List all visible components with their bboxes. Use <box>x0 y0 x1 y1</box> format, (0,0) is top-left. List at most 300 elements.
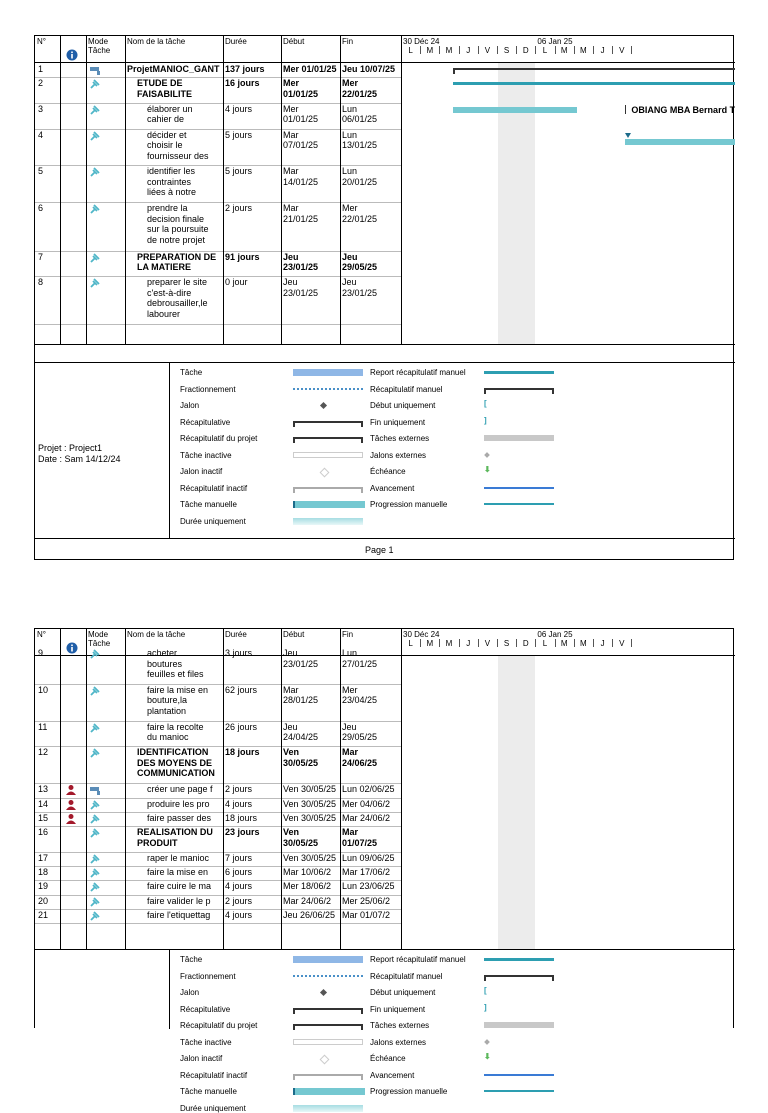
manual-task-icon <box>89 64 101 76</box>
legend-sample-summary-cap <box>293 1074 295 1080</box>
task-end: Mar 24/06/25 <box>342 747 378 768</box>
auto-task-icon <box>89 910 101 922</box>
resource-icon <box>65 813 77 825</box>
legend-label: Fractionnement <box>180 971 236 981</box>
legend-sample-summary-cap <box>361 1008 363 1014</box>
task-name: faire valider le p <box>147 895 211 906</box>
task-duration: 5 jours <box>225 166 253 177</box>
column-divider <box>223 629 224 949</box>
task-name: faire la mise en bouture,la plantation <box>147 684 209 716</box>
legend-sample-duration <box>293 1105 363 1112</box>
column-divider <box>281 36 282 344</box>
task-end: Mar 01/07/2 <box>342 910 391 920</box>
column-header-start: Début <box>283 37 305 46</box>
gantt-page-1 <box>34 35 734 560</box>
legend-label: Récapitulatif du projet <box>180 434 258 443</box>
timescale-day: V <box>619 639 625 648</box>
task-duration: 2 jours <box>225 784 253 795</box>
row-number: 14 <box>38 798 49 809</box>
legend-label: Report récapitulatif manuel <box>370 368 466 377</box>
task-end: Lun 13/01/25 <box>342 129 378 150</box>
task-name: ETUDE DE FAISABILITE <box>137 78 193 99</box>
task-end: Mer 04/06/2 <box>342 798 391 809</box>
column-divider <box>125 36 126 344</box>
task-name: faire la recolte du manioc <box>147 721 204 743</box>
task-start: Mar 24/06/2 <box>283 895 332 906</box>
task-duration: 18 jours <box>225 812 258 823</box>
legend-label: Progression manuelle <box>370 500 448 509</box>
timescale-week-2: 06 Jan 25 <box>537 37 573 46</box>
task-start: Mer 01/01/25 <box>283 103 319 125</box>
task-end: Mer 22/01/25 <box>342 78 378 99</box>
column-header-end: Fin <box>342 630 354 639</box>
row-number: 5 <box>38 166 44 177</box>
auto-task-icon <box>89 853 101 865</box>
legend-label: Durée uniquement <box>180 1103 246 1113</box>
day-separator <box>631 639 632 647</box>
task-name: produire les pro <box>147 798 210 809</box>
legend-sample-finish-only: ] <box>484 1002 487 1012</box>
legend-label: Progression manuelle <box>370 1087 448 1096</box>
row-number: 16 <box>38 827 49 838</box>
task-name: créer une page f <box>147 784 213 795</box>
gantt-page-2 <box>34 628 734 1113</box>
legend-label: Récapitulative <box>180 417 231 427</box>
legend-sample-manual-summary <box>484 975 554 977</box>
task-end: Mar 01/07/25 <box>342 827 378 848</box>
auto-task-icon <box>89 867 101 879</box>
column-divider <box>401 629 402 949</box>
legend-sample-summary-cap <box>293 1008 295 1014</box>
legend-sample-summary-cap <box>293 487 295 493</box>
project-name: Projet : Project1 <box>38 443 103 453</box>
legend-sample-manual-progress <box>484 1090 554 1092</box>
legend-divider <box>169 362 170 538</box>
timescale-day: V <box>484 46 491 55</box>
timescale-day: J <box>600 46 605 55</box>
auto-task-icon <box>89 252 101 264</box>
task-duration: 137 jours <box>225 64 265 74</box>
timescale-day: L <box>542 46 548 55</box>
legend-sample-summary <box>293 1024 363 1026</box>
column-divider <box>401 36 402 344</box>
legend-sample-finish-only: ] <box>484 415 487 425</box>
auto-task-icon <box>89 747 101 759</box>
auto-task-icon <box>89 104 101 116</box>
task-end: Jeu 29/05/25 <box>342 721 378 743</box>
link-arrow <box>625 133 631 138</box>
column-header-number: N° <box>37 37 46 46</box>
timescale-day: M <box>580 639 587 648</box>
task-end: Jeu 10/07/25 <box>342 64 396 74</box>
task-duration: 0 jour <box>225 277 248 288</box>
legend-label: Tâche <box>180 368 203 377</box>
legend-sample-summary-cap <box>293 421 295 427</box>
task-duration: 3 jours <box>225 648 253 658</box>
task-start: Jeu 23/01/25 <box>283 277 319 298</box>
footer-divider <box>35 538 735 539</box>
auto-task-icon <box>89 648 101 660</box>
column-divider <box>125 629 126 949</box>
row-number: 3 <box>38 103 44 114</box>
legend-sample-summary <box>293 437 363 439</box>
legend-sample-split <box>293 388 363 390</box>
legend-label: Report récapitulatif manuel <box>370 955 466 964</box>
auto-task-icon <box>89 827 101 839</box>
task-end: Jeu 23/01/25 <box>342 277 378 298</box>
timescale-day: M <box>426 46 434 55</box>
legend-sample-deadline: ⬇ <box>484 465 491 474</box>
legend-label: Avancement <box>370 1070 415 1080</box>
row-number: 9 <box>38 648 44 658</box>
legend-label: Récapitulatif inactif <box>180 1070 248 1080</box>
legend-sample-summary-cap <box>293 437 295 443</box>
row-divider <box>35 324 401 325</box>
task-end: Mer 22/01/25 <box>342 203 378 224</box>
task-start: Mer 01/01/25 <box>283 64 337 74</box>
timescale-day: M <box>445 639 453 648</box>
legend-label: Jalon inactif <box>180 467 223 476</box>
task-name: faire la mise en <box>147 867 209 878</box>
task-name: décider et choisir le fournisseur des <box>147 129 209 161</box>
summary-rollup-bar <box>453 82 735 85</box>
auto-task-icon <box>89 881 101 893</box>
legend-sample-manual <box>293 501 365 508</box>
row-number: 2 <box>38 78 44 89</box>
legend-sample-summary <box>293 421 363 423</box>
day-separator <box>631 46 632 54</box>
header-divider <box>35 62 735 63</box>
table-bottom <box>35 949 735 950</box>
timescale-day: S <box>503 639 510 648</box>
auto-task-icon <box>89 203 101 215</box>
legend-sample-task <box>293 369 363 376</box>
legend-sample-manual <box>293 1088 365 1095</box>
column-divider <box>60 629 61 949</box>
auto-task-icon <box>89 78 101 90</box>
legend-label: Jalon <box>180 988 200 997</box>
column-divider <box>60 36 61 344</box>
legend-label: Tâche <box>180 955 203 964</box>
task-name: faire l'etiquettag <box>147 910 211 920</box>
auto-task-icon <box>89 722 101 734</box>
legend-sample-summary <box>293 1074 363 1076</box>
timescale-day: V <box>484 639 491 648</box>
row-number: 19 <box>38 881 49 892</box>
task-duration: 4 jours <box>225 798 253 809</box>
legend-label: Tâche inactive <box>180 1037 232 1047</box>
legend-sample-cap <box>484 388 486 394</box>
task-name: raper le manioc <box>147 852 210 863</box>
task-name: preparer le site c'est-à-dire debrousailler,le labourer <box>147 277 208 319</box>
legend-top <box>35 362 735 363</box>
task-duration: 4 jours <box>225 103 253 114</box>
timescale-day: M <box>580 46 587 55</box>
legend-sample-summary-cap <box>361 1074 363 1080</box>
column-header-mode: Mode Tâche <box>88 37 111 55</box>
legend-sample-cap <box>552 975 554 981</box>
timescale-day: L <box>408 46 413 55</box>
task-name: acheter boutures feuilles et files <box>147 648 204 679</box>
column-divider <box>281 629 282 949</box>
task-start: Mar 10/06/2 <box>283 867 332 878</box>
task-name: faire passer des <box>147 812 212 823</box>
task-name: IDENTIFICATION DES MOYENS DE COMMUNICATION <box>137 747 215 779</box>
task-duration: 91 jours <box>225 251 260 262</box>
legend-sample-manual-progress <box>484 503 554 505</box>
legend-sample-start-only: [ <box>484 399 487 408</box>
task-start: Jeu 23/01/25 <box>283 251 319 272</box>
legend-sample-manual-rollup <box>484 958 554 961</box>
task-duration: 16 jours <box>225 78 260 89</box>
legend-label: Récapitulative <box>180 1004 231 1014</box>
column-divider <box>223 36 224 344</box>
legend-sample-summary-cap <box>361 1024 363 1030</box>
weekend-shade <box>498 63 535 344</box>
auto-task-icon <box>89 166 101 178</box>
legend-sample-split <box>293 975 363 977</box>
column-divider <box>86 629 87 949</box>
legend-sample-duration <box>293 518 363 525</box>
project-summary-bar <box>453 68 735 70</box>
task-name: ProjetMANIOC_GANT <box>127 64 220 74</box>
legend-sample-manual-summary <box>484 388 554 390</box>
task-duration: 6 jours <box>225 867 253 878</box>
task-start: Ven 30/05/25 <box>283 852 337 863</box>
task-start: Mar 07/01/25 <box>283 129 319 150</box>
auto-task-icon <box>89 813 101 825</box>
row-number: 12 <box>38 747 49 758</box>
row-number: 6 <box>38 203 44 214</box>
row-number: 21 <box>38 910 49 920</box>
legend-sample-cap <box>484 975 486 981</box>
task-start: Ven 30/05/25 <box>283 827 319 848</box>
legend-sample-external <box>484 1022 554 1028</box>
task-end: Mer 25/06/2 <box>342 895 391 906</box>
row-number: 20 <box>38 895 49 906</box>
timescale-week-1: 30 Déc 24 <box>403 630 440 639</box>
column-header-number: N° <box>37 630 46 639</box>
timescale-day: M <box>426 639 434 648</box>
timescale-day: L <box>408 639 413 648</box>
task-duration: 18 jours <box>225 747 260 758</box>
task-bar <box>625 139 735 145</box>
timescale-day: D <box>522 639 529 648</box>
task-end: Lun 09/06/25 <box>342 852 395 863</box>
column-divider <box>340 629 341 949</box>
info-icon <box>66 642 78 654</box>
legend-label: Jalon <box>180 401 200 410</box>
task-start: Jeu 23/01/25 <box>283 648 319 669</box>
auto-task-icon <box>89 685 101 697</box>
legend-label: Récapitulatif manuel <box>370 384 443 394</box>
column-divider <box>86 36 87 344</box>
task-end: Lun 23/06/25 <box>342 881 395 892</box>
task-name: prendre la decision finale sur la poursuite de notre projet <box>147 203 209 245</box>
row-number: 11 <box>38 721 48 732</box>
task-start: Mar 21/01/25 <box>283 203 319 224</box>
legend-label: Tâche inactive <box>180 450 232 460</box>
auto-task-icon <box>89 277 101 289</box>
task-start: Ven 30/05/25 <box>283 812 337 823</box>
legend-label: Échéance <box>370 467 406 476</box>
task-duration: 62 jours <box>225 684 258 695</box>
task-name: identifier les contraintes liées à notre <box>147 166 197 198</box>
legend-sample-start-only: [ <box>484 986 487 995</box>
legend-sample-inactive <box>293 1039 363 1045</box>
column-header-duration: Durée <box>225 37 247 46</box>
legend-sample-summary-cap <box>361 437 363 443</box>
auto-task-icon <box>89 896 101 908</box>
task-start: Jeu 24/04/25 <box>283 721 319 743</box>
legend-label: Avancement <box>370 483 415 493</box>
legend-label: Récapitulatif du projet <box>180 1021 258 1030</box>
task-name: élaborer un cahier de <box>147 103 193 125</box>
legend-sample-summary-cap <box>361 421 363 427</box>
legend-sample-manual-rollup <box>484 371 554 374</box>
legend-label: Début uniquement <box>370 988 436 997</box>
task-name: faire cuire le ma <box>147 881 212 892</box>
task-start: Jeu 26/06/25 <box>283 910 336 920</box>
task-end: Mar 17/06/2 <box>342 867 391 878</box>
row-number: 10 <box>38 684 49 695</box>
task-duration: 7 jours <box>225 852 253 863</box>
legend-sample-progress <box>484 487 554 489</box>
legend-label: Tâches externes <box>370 1021 430 1030</box>
task-duration: 4 jours <box>225 910 253 920</box>
legend-sample-deadline: ⬇ <box>484 1052 491 1061</box>
task-end: Lun 27/01/25 <box>342 648 378 669</box>
task-start: Mer 18/06/2 <box>283 881 332 892</box>
column-header-duration: Durée <box>225 630 247 639</box>
legend-label: Récapitulatif inactif <box>180 483 248 493</box>
task-end: Jeu 29/05/25 <box>342 251 378 272</box>
timescale-day: J <box>600 639 605 648</box>
legend-divider <box>169 949 170 1029</box>
legend-label: Fin uniquement <box>370 417 426 427</box>
auto-task-icon <box>89 799 101 811</box>
task-duration: 4 jours <box>225 881 253 892</box>
legend-sample-summary <box>293 487 363 489</box>
legend-sample-inactive-milestone <box>320 1055 330 1065</box>
row-number: 13 <box>38 784 49 795</box>
task-start: Mar 28/01/25 <box>283 684 319 706</box>
task-bar <box>501 107 577 113</box>
task-duration: 26 jours <box>225 721 258 732</box>
weekend-shade <box>498 656 535 949</box>
task-end: Mar 24/06/2 <box>342 812 391 823</box>
task-duration: 23 jours <box>225 827 260 838</box>
legend-label: Récapitulatif manuel <box>370 971 443 981</box>
project-summary-cap <box>453 68 455 74</box>
legend-sample-external <box>484 435 554 441</box>
column-header-name: Nom de la tâche <box>127 37 186 46</box>
legend-sample-milestone <box>320 989 327 996</box>
legend-label: Tâches externes <box>370 434 430 443</box>
row-number: 4 <box>38 129 44 140</box>
info-icon <box>66 49 78 61</box>
task-end: Lun 02/06/25 <box>342 784 395 795</box>
resource-tick <box>625 105 626 114</box>
resource-label: OBIANG MBA Bernard T <box>631 104 736 115</box>
task-start: Ven 30/05/25 <box>283 747 319 768</box>
task-start: Mar 14/01/25 <box>283 166 319 187</box>
task-start: Ven 30/05/25 <box>283 784 337 795</box>
legend-label: Jalons externes <box>370 1037 427 1047</box>
timescale-day: V <box>619 46 625 55</box>
timescale-day: M <box>445 46 453 55</box>
timescale-day: M <box>560 46 568 55</box>
legend-sample-milestone <box>320 402 327 409</box>
task-name: REALISATION DU PRODUIT <box>137 827 213 848</box>
legend-sample-inactive-milestone <box>320 468 330 478</box>
legend-sample-progress <box>484 1074 554 1076</box>
legend-label: Fractionnement <box>180 384 236 394</box>
task-duration: 2 jours <box>225 895 253 906</box>
column-divider <box>340 36 341 344</box>
legend-label: Durée uniquement <box>180 516 246 526</box>
auto-task-icon <box>89 130 101 142</box>
task-duration: 2 jours <box>225 203 253 214</box>
task-end: Lun 20/01/25 <box>342 166 378 187</box>
timescale-day: M <box>560 639 568 648</box>
task-name: PREPARATION DE LA MATIERE <box>137 251 217 272</box>
timescale-week-2: 06 Jan 25 <box>537 630 573 639</box>
task-start: Mer 01/01/25 <box>283 78 319 99</box>
task-start: Ven 30/05/25 <box>283 798 337 809</box>
legend-label: Début uniquement <box>370 401 436 410</box>
timescale-week-1: 30 Déc 24 <box>403 37 440 46</box>
legend-label: Tâche manuelle <box>180 500 237 509</box>
column-header-name: Nom de la tâche <box>127 630 186 639</box>
task-end: Lun 06/01/25 <box>342 103 378 125</box>
column-header-start: Début <box>283 630 305 639</box>
row-number: 18 <box>38 867 49 878</box>
row-number: 15 <box>38 812 49 823</box>
legend-label: Fin uniquement <box>370 1004 426 1014</box>
legend-label: Jalons externes <box>370 450 427 460</box>
timescale-day: J <box>466 639 471 648</box>
page-footer: Page 1 <box>365 545 394 555</box>
resource-icon <box>65 799 77 811</box>
column-header-end: Fin <box>342 37 354 46</box>
legend-sample-summary-cap <box>361 487 363 493</box>
legend-sample-ext-milestone <box>484 1039 490 1045</box>
resource-icon <box>65 784 77 796</box>
row-number: 1 <box>38 64 44 74</box>
legend-label: Jalon inactif <box>180 1054 223 1063</box>
legend-sample-ext-milestone <box>484 452 490 458</box>
project-date: Date : Sam 14/12/24 <box>38 454 121 464</box>
timescale-day: S <box>503 46 510 55</box>
legend-sample-cap <box>552 388 554 394</box>
legend-sample-summary <box>293 1008 363 1010</box>
timescale-day: D <box>522 46 529 55</box>
legend-label: Échéance <box>370 1054 406 1063</box>
timescale-day: J <box>466 46 471 55</box>
row-divider <box>35 923 401 924</box>
row-number: 7 <box>38 251 44 262</box>
manual-task-icon <box>89 784 101 796</box>
legend-sample-summary-cap <box>293 1024 295 1030</box>
row-number: 17 <box>38 852 49 863</box>
timescale-day: L <box>542 639 548 648</box>
table-bottom <box>35 344 735 345</box>
legend-label: Tâche manuelle <box>180 1087 237 1096</box>
legend-sample-inactive <box>293 452 363 458</box>
row-number: 8 <box>38 277 44 288</box>
task-end: Mer 23/04/25 <box>342 684 378 706</box>
